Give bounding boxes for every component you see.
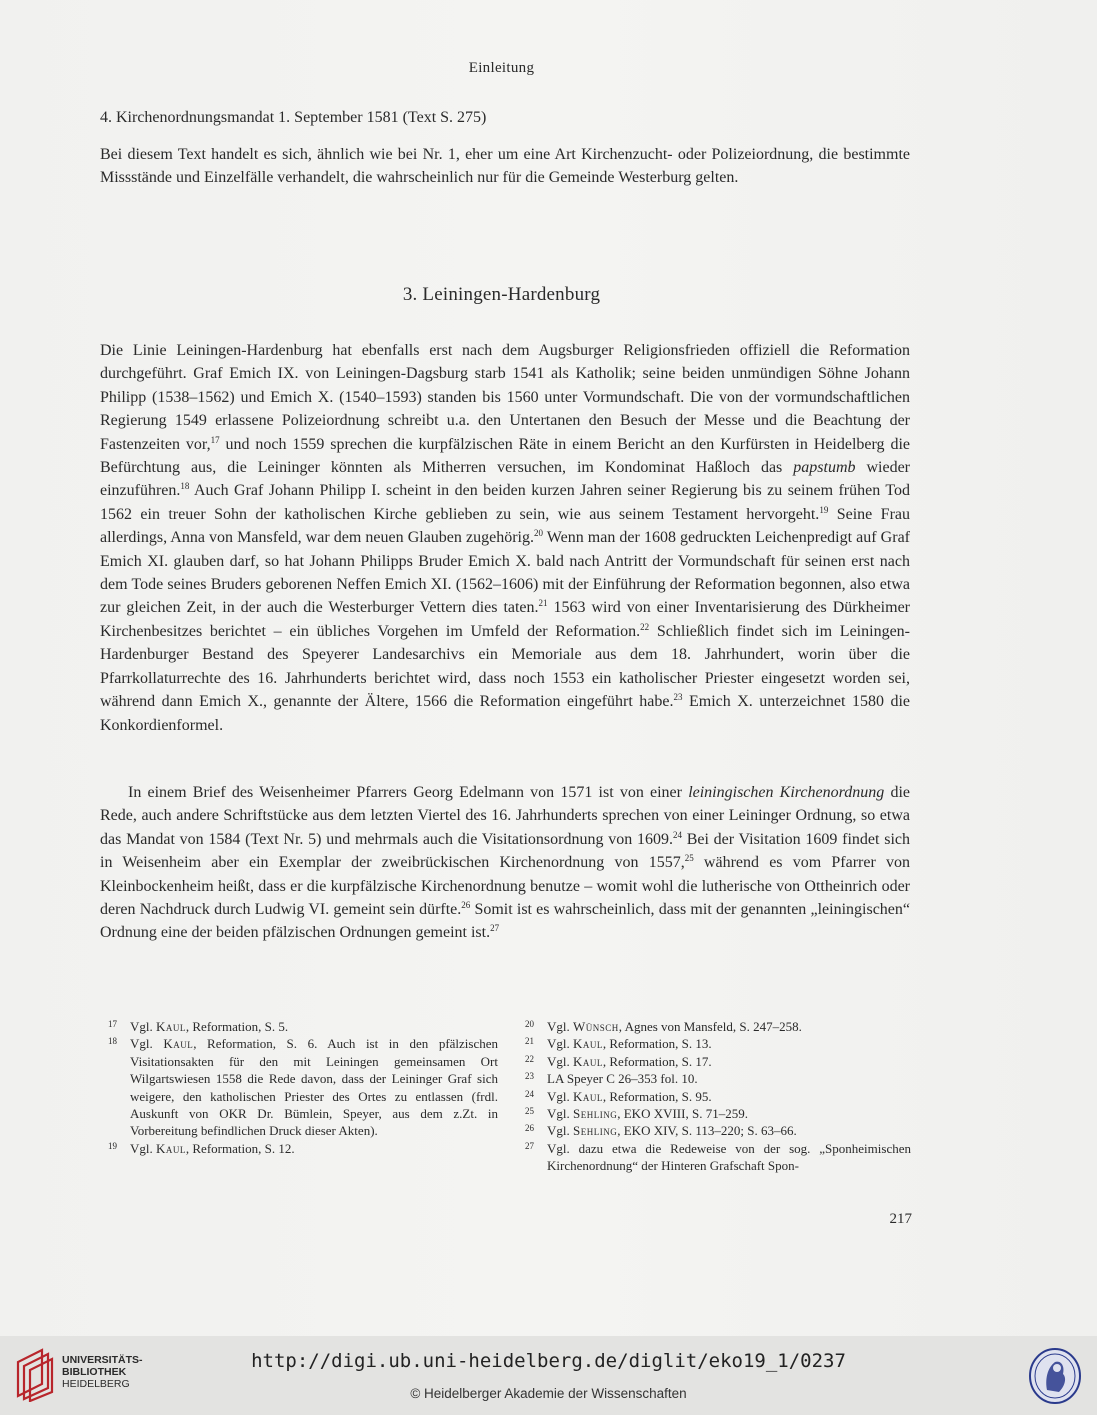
footnote: 23 LA Speyer C 26–353 fol. 10. <box>525 1071 698 1087</box>
footnote: 20 Vgl. Wünsch, Agnes von Mansfeld, S. 247–258. <box>525 1019 802 1034</box>
library-name: UNIVERSITÄTS- BIBLIOTHEK HEIDELBERG <box>62 1354 143 1390</box>
running-head: Einleitung <box>468 60 535 76</box>
footnote-ref-20[interactable]: 20 <box>533 528 543 539</box>
footnote-ref-19[interactable]: 19 <box>819 504 829 515</box>
body-paragraph-1: Die Linie Leiningen-Hardenburg hat ebenfalls erst nach dem Augsburger Religionsfrieden offiziell die Reformation durchgeführt. Graf Emich IX. von Leiningen-Dagsburg starb 1541 als Katholik; seine beiden unmündigen Söhne Johann Philipp (1538–1562) und Emich X. (1540–1593) standen bis 1560 unter Vormundschaft. Die von der vormundschaftlichen Regierung 1549 erlassene Polizeiordnung schreibt u.a. den Untertanen den Besuch der Messe und die Beachtung der Fastenzeiten vor,$^{17}$ und noch 1559 sprechen die kurpfälzischen Räte in einem Bericht an den Kurfürsten in Heidelberg die Befürchtung aus, die Leininger könnten als Mitherren versuchen, im Kondominat Haßloch das papstumb wieder einzuführen.$^{18}$ Auch Graf Johann Philipp I. scheint in den beiden kurzen Jahren seiner Regierung bis zu seinem frühen Tod 1562 ein treuer Sohn der katholischen Kirche geblieben zu sein, wie aus seinem Testament hervorgeht.$^{19}$ Seine Frau allerdings, Anna von Mansfeld, war dem neuen Glauben zugehörig.$^{20}$ Wenn man der 1608 gedruckten Leichenpredigt auf Graf Emich XI. glauben darf, so hat Johann Philipps Bruder Emich X. bald nach Antritt der Vormundschaft für seinen erst nach dem Tode seines Bruders geborenen Neffen Emich XI. (1562–1606) mit der Einführung der Reformation begonnen, also etwa zur gleichen Zeit, in der auch die Westerburger Vettern dies taten.$^{21}$ 1563 wird von einer Inventarisierung des Dürkheimer Kirchenbesitzes berichtet – ein übliches Vorgehen im Umfeld der Reformation.$^{22}$ Schließlich findet sich im Leiningen-Hardenburger Bestand des Speyerer Landesarchivs ein Memoriale aus dem 18. Jahrhundert, worin über die Pfarrkollaturrechte des 16. Jahrhunderts berichtet wird, dass noch 1553 ein katholischer Priester eingesetzt worden sei, während dann Emich X., genannte der Ältere, 1566 die Reformation eingeführt habe.$^{23}$ Emich X. unterzeichnet 1580 die Konkordienformel. <box>100 342 911 734</box>
footnote: 22 Vgl. Kaul, Reformation, S. 17. <box>525 1053 712 1069</box>
copyright-notice: © Heidelberger Akademie der Wissenschaften <box>410 1386 687 1401</box>
footnote: 27 Vgl. dazu etwa die Redeweise von der sog. „Sponheimischen Kirchenordnung“ der Hinteren Grafschaft Spon- <box>525 1140 911 1174</box>
section-heading: 3. Leiningen-Hardenburg <box>402 284 601 305</box>
footnote-ref-25[interactable]: 25 <box>684 853 694 864</box>
footnote: 24 Vgl. Kaul, Reformation, S. 95. <box>525 1088 712 1104</box>
footnote: 25 Vgl. Sehling, EKO XVIII, S. 71–259. <box>525 1106 748 1122</box>
body-paragraph-2: In einem Brief des Weisenheimer Pfarrers Georg Edelmann von 1571 ist von einer leiningischen Kirchenordnung die Rede, auch andere Schriftstücke aus dem letzten Viertel des 16. Jahrhunderts sprechen von einer Leininger Ordnung, so etwa das Mandat von 1584 (Text Nr. 5) und mehrmals auch die Visitationsordnung von 1609.24 Bei der Visitation 1609 findet sich in Weisenheim aber ein Exemplar der zweibrückischen Kirchenordnung von 1557,25 während es vom Pfarrer von Kleinbockenheim heißt, dass er die kurpfälzische Kirchenordnung benutze – womit wohl die lutherische von Ottheinrich oder deren Nachdruck durch Ludwig VI. gemeint sein dürfte.$^{26}$ Somit ist es wahrscheinlich, dass mit der genannten „leiningischen“ Ordnung eine der beiden pfälzischen Ordnungen gemeint ist.$^{27}$ <box>100 784 911 942</box>
footnote-ref-18[interactable]: 18 <box>180 481 190 492</box>
footer-bar <box>0 1336 1097 1415</box>
footnote-ref-17[interactable]: 17 <box>210 434 220 445</box>
footnote-ref-24[interactable]: 24 <box>672 829 682 840</box>
footnote: 26 Vgl. Sehling, EKO XIV, S. 113–220; S. 63–66. <box>525 1123 797 1139</box>
footnote-ref-27[interactable]: 27 <box>490 923 500 934</box>
footnote: 21 Vgl. Kaul, Reformation, S. 13. <box>525 1036 712 1052</box>
footnotes-left-column <box>108 1018 498 1157</box>
footnote: 18 Vgl. Kaul, Reformation, S. 6. Auch ist in den pfälzischen Visitationsakten für den mit Leiningen gemeinsamen Ort Wilgartswiesen 1558 die Rede davon, dass der Leininger Graf sich weigere, den katholischen Priester des Ortes zu entlassen (frdl. Auskunft von OKR Dr. Bümlein, Speyer, aus dem z.Zt. in Vorbereitung befindlichen Druck dieser Akten). <box>108 1036 499 1139</box>
footnote-ref-21[interactable]: 21 <box>538 598 548 609</box>
intro-paragraph: Bei diesem Text handelt es sich, ähnlich wie bei Nr. 1, eher um eine Art Kirchenzucht- oder Polizeiordnung, die bestimmte Missstände und Einzelfälle verhandelt, die wahrscheinlich nur für die Gemeinde Westerburg gelten. <box>100 146 910 187</box>
footnote: 17 Vgl. Kaul, Reformation, S. 5. <box>108 1019 289 1034</box>
page-number: 217 <box>889 1211 912 1227</box>
footnote-ref-22[interactable]: 22 <box>640 621 650 632</box>
footnotes-right-column <box>525 1018 911 1175</box>
footnote-ref-23[interactable]: 23 <box>673 692 683 703</box>
footnote: 19 Vgl. Kaul, Reformation, S. 12. <box>108 1140 295 1156</box>
permalink-url[interactable]: http://digi.ub.uni-heidelberg.de/diglit/eko19_1/0237 <box>251 1350 846 1372</box>
academy-seal-icon <box>1027 1346 1083 1406</box>
item-title: 4. Kirchenordnungsmandat 1. September 1581 (Text S. 275) <box>100 109 487 126</box>
footnote-ref-26[interactable]: 26 <box>461 900 471 911</box>
